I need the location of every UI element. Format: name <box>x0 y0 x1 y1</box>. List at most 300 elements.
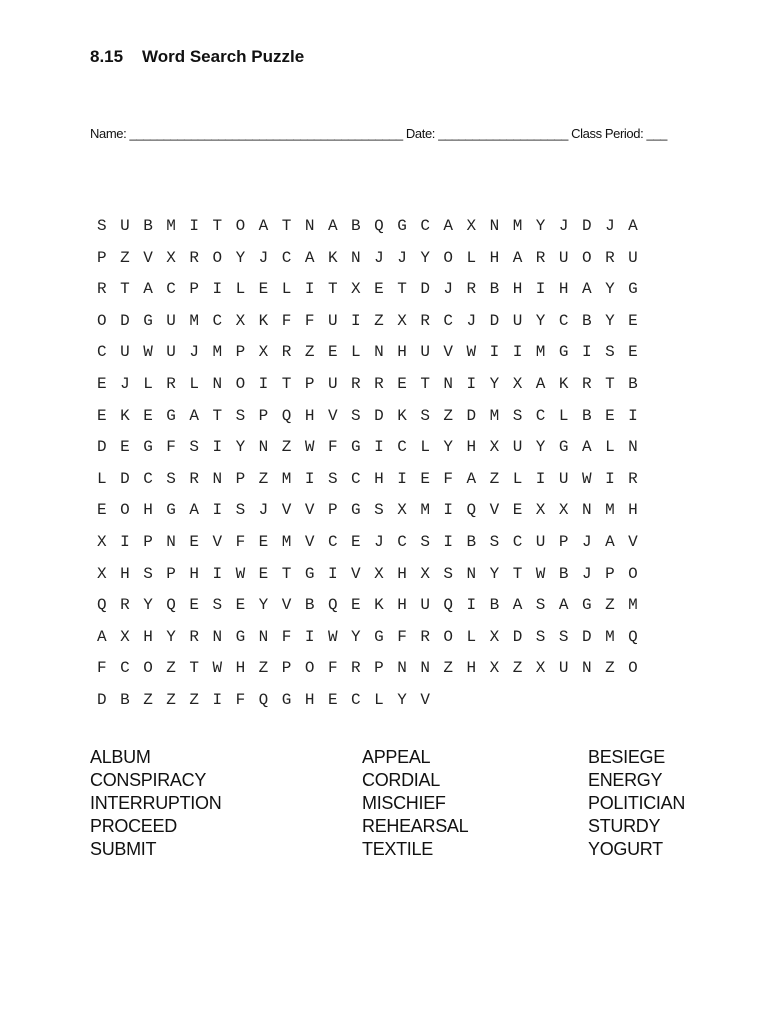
grid-letter: I <box>212 690 223 709</box>
grid-letter: G <box>281 690 292 709</box>
grid-letter: R <box>166 374 176 393</box>
grid-letter: X <box>166 248 176 267</box>
grid-letter: T <box>281 217 292 235</box>
grid-letter: L <box>97 469 107 488</box>
grid-letter: R <box>535 248 546 267</box>
grid-letter: H <box>143 627 153 646</box>
grid-letter: Y <box>258 596 269 615</box>
grid-letter: G <box>558 343 569 362</box>
grid-letter: U <box>512 438 523 457</box>
grid-letter: R <box>281 343 292 362</box>
grid-letter: U <box>535 532 546 551</box>
grid-letter: B <box>558 564 569 583</box>
grid-letter: Q <box>97 596 107 615</box>
grid-letter: L <box>466 248 477 267</box>
grid-letter: V <box>304 501 315 520</box>
grid-letter: V <box>351 564 361 583</box>
grid-letter: X <box>466 217 477 235</box>
grid-letter: S <box>189 438 199 457</box>
grid-letter: B <box>581 311 592 330</box>
grid-letter: J <box>466 311 477 330</box>
grid-letter: B <box>351 217 361 235</box>
grid-letter: S <box>420 406 430 425</box>
grid-letter: R <box>628 469 638 488</box>
grid-letter: U <box>420 343 430 362</box>
grid-letter: B <box>628 374 638 393</box>
grid-letter: R <box>97 280 107 299</box>
grid-letter: L <box>512 469 523 488</box>
grid-letter: A <box>143 280 153 299</box>
grid-letter: I <box>374 438 384 457</box>
grid-letter: F <box>327 438 338 457</box>
grid-letter: N <box>466 564 477 583</box>
grid-letter: E <box>120 438 130 457</box>
grid-letter: K <box>120 406 130 425</box>
grid-letter: F <box>97 659 107 678</box>
grid-letter: S <box>535 627 546 646</box>
grid-letter: F <box>166 438 176 457</box>
grid-letter: N <box>581 659 592 678</box>
grid-letter: D <box>581 627 592 646</box>
grid-letter: I <box>304 280 315 299</box>
grid-letter: I <box>212 438 223 457</box>
grid-letter: I <box>605 469 615 488</box>
grid-letter: V <box>143 248 153 267</box>
grid-letter: L <box>466 627 477 646</box>
grid-letter: L <box>558 406 569 425</box>
grid-letter: Z <box>304 343 315 362</box>
grid-letter: S <box>235 501 246 520</box>
grid-letter: Z <box>166 659 176 678</box>
grid-letter: Z <box>120 248 130 267</box>
grid-letter: J <box>258 501 269 520</box>
grid-letter: S <box>97 217 107 235</box>
grid-letter: C <box>120 659 130 678</box>
grid-letter: J <box>397 248 407 267</box>
grid-letter: Q <box>374 217 384 235</box>
grid-letter: Y <box>443 438 454 457</box>
grid-letter: H <box>397 343 407 362</box>
grid-letter: H <box>143 501 153 520</box>
grid-letter: K <box>397 406 407 425</box>
grid-letter: P <box>143 532 153 551</box>
grid-letter: S <box>535 596 546 615</box>
grid-letter: Q <box>443 596 454 615</box>
grid-letter: T <box>397 280 407 299</box>
grid-letter: E <box>628 311 638 330</box>
grid-letter: K <box>374 596 384 615</box>
grid-letter: V <box>489 501 500 520</box>
grid-letter: Y <box>535 217 546 235</box>
grid-letter: W <box>304 438 315 457</box>
grid-letter: A <box>512 248 523 267</box>
grid-letter: O <box>443 627 454 646</box>
grid-letter: S <box>235 406 246 425</box>
grid-letter: G <box>166 406 176 425</box>
grid-letter: B <box>120 690 130 709</box>
grid-letter: Y <box>420 248 430 267</box>
grid-letter: F <box>235 532 246 551</box>
grid-letter: G <box>397 217 407 235</box>
grid-letter: H <box>397 564 407 583</box>
grid-letter: P <box>605 564 615 583</box>
grid-letter: T <box>281 374 292 393</box>
word-list-item: PROCEED <box>90 816 177 836</box>
grid-letter: G <box>304 564 315 583</box>
grid-letter: I <box>189 217 199 235</box>
grid-letter: A <box>558 596 569 615</box>
grid-letter: C <box>397 532 407 551</box>
grid-letter: E <box>97 501 107 520</box>
grid-letter: N <box>628 438 638 457</box>
grid-letter: H <box>512 280 523 299</box>
grid-letter: Y <box>166 627 176 646</box>
grid-letter: C <box>397 438 407 457</box>
word-list-item: CORDIAL <box>362 770 440 790</box>
grid-letter: R <box>605 248 615 267</box>
grid-letter: C <box>351 469 361 488</box>
grid-letter: X <box>120 627 130 646</box>
grid-letter: C <box>420 217 430 235</box>
grid-letter: E <box>189 596 199 615</box>
grid-letter: G <box>351 438 361 457</box>
grid-letter: Y <box>605 280 615 299</box>
grid-letter: O <box>581 248 592 267</box>
grid-letter: P <box>304 374 315 393</box>
grid-letter: U <box>628 248 638 267</box>
grid-letter: O <box>97 311 107 330</box>
grid-letter: O <box>304 659 315 678</box>
grid-letter: E <box>143 406 153 425</box>
grid-letter: W <box>143 343 153 362</box>
grid-letter: T <box>327 280 338 299</box>
grid-letter: Z <box>258 659 269 678</box>
grid-letter: P <box>166 564 176 583</box>
grid-letter: N <box>212 374 223 393</box>
grid-letter: I <box>258 374 269 393</box>
grid-letter: A <box>512 596 523 615</box>
grid-letter: A <box>581 280 592 299</box>
grid-letter: R <box>581 374 592 393</box>
word-list-item: ALBUM <box>90 747 151 767</box>
grid-letter: I <box>212 501 223 520</box>
word-list-item: MISCHIEF <box>362 793 446 813</box>
word-list-item: INTERRUPTION <box>90 793 222 813</box>
grid-letter: X <box>351 280 361 299</box>
grid-letter: Q <box>281 406 292 425</box>
grid-letter: Y <box>235 248 246 267</box>
grid-letter: V <box>628 532 638 551</box>
grid-letter: I <box>628 406 638 425</box>
grid-letter: E <box>327 343 338 362</box>
grid-letter: Y <box>397 690 407 709</box>
grid-letter: Q <box>466 501 477 520</box>
word-list-column-1 <box>90 746 221 861</box>
grid-letter: X <box>558 501 569 520</box>
grid-letter: S <box>351 406 361 425</box>
grid-letter: J <box>374 248 384 267</box>
grid-letter: D <box>374 406 384 425</box>
word-list-item: SUBMIT <box>90 839 157 859</box>
grid-letter: V <box>281 596 292 615</box>
grid-letter: H <box>304 690 315 709</box>
word-list-item: YOGURT <box>588 839 663 859</box>
grid-letter: Y <box>489 374 500 393</box>
grid-letter: I <box>535 469 546 488</box>
grid-letter: I <box>304 469 315 488</box>
grid-letter: M <box>512 217 523 235</box>
grid-letter: Z <box>258 469 269 488</box>
grid-letter: J <box>605 217 615 235</box>
grid-letter: O <box>628 659 638 678</box>
grid-letter: J <box>189 343 199 362</box>
grid-letter: N <box>212 469 223 488</box>
grid-letter: R <box>189 248 199 267</box>
grid-letter: U <box>327 311 338 330</box>
grid-letter: O <box>212 248 223 267</box>
grid-letter: P <box>235 343 246 362</box>
grid-letter: V <box>327 406 338 425</box>
grid-letter: Z <box>443 406 454 425</box>
grid-letter: E <box>512 501 523 520</box>
grid-letter: X <box>489 438 500 457</box>
grid-letter: Q <box>258 690 269 709</box>
grid-letter: C <box>97 343 107 362</box>
grid-letter: V <box>304 532 315 551</box>
grid-letter: W <box>535 564 546 583</box>
page-title: 8.15 Word Search Puzzle <box>90 47 305 66</box>
grid-letter: A <box>258 217 269 235</box>
grid-letter: U <box>120 217 130 235</box>
grid-letter: R <box>351 374 361 393</box>
grid-letter: Y <box>489 564 500 583</box>
grid-letter: R <box>374 374 384 393</box>
grid-letter: I <box>351 311 361 330</box>
grid-letter: J <box>120 374 130 393</box>
grid-letter: Q <box>166 596 176 615</box>
grid-letter: O <box>235 217 246 235</box>
grid-letter: M <box>489 406 500 425</box>
grid-letter: X <box>512 374 523 393</box>
grid-letter: X <box>535 659 546 678</box>
word-list-column-3 <box>588 746 685 861</box>
grid-letter: T <box>512 564 523 583</box>
grid-letter: S <box>489 532 500 551</box>
grid-letter: E <box>258 532 269 551</box>
grid-letter: H <box>235 659 246 678</box>
grid-letter: L <box>235 280 246 299</box>
grid-letter: S <box>420 532 430 551</box>
grid-letter: Z <box>374 311 384 330</box>
grid-letter: T <box>212 217 223 235</box>
grid-letter: E <box>374 280 384 299</box>
grid-letter: B <box>581 406 592 425</box>
grid-letter: G <box>143 438 153 457</box>
word-list-item: BESIEGE <box>588 747 665 767</box>
grid-letter: M <box>605 501 615 520</box>
grid-letter: S <box>166 469 176 488</box>
word-list-item: TEXTILE <box>362 839 433 859</box>
grid-letter: H <box>374 469 384 488</box>
grid-letter: U <box>558 659 569 678</box>
grid-letter: B <box>143 217 153 235</box>
grid-letter: C <box>535 406 546 425</box>
grid-letter: N <box>420 659 430 678</box>
word-list-item: ENERGY <box>588 770 663 790</box>
grid-letter: T <box>281 564 292 583</box>
grid-letter: W <box>327 627 338 646</box>
grid-letter: T <box>420 374 430 393</box>
grid-letter: M <box>212 343 223 362</box>
grid-letter: G <box>351 501 361 520</box>
grid-letter: K <box>327 248 338 267</box>
grid-letter: P <box>189 280 199 299</box>
grid-letter: X <box>258 343 269 362</box>
grid-letter: I <box>212 280 223 299</box>
grid-letter: M <box>189 311 199 330</box>
grid-letter: M <box>166 217 176 235</box>
grid-letter: I <box>512 343 523 362</box>
grid-letter: S <box>327 469 338 488</box>
grid-letter: I <box>443 501 454 520</box>
grid-letter: E <box>258 280 269 299</box>
grid-letter: E <box>351 532 361 551</box>
grid-letter: C <box>512 532 523 551</box>
grid-letter: Z <box>443 659 454 678</box>
grid-letter: L <box>351 343 361 362</box>
grid-letter: H <box>558 280 569 299</box>
grid-letter: A <box>189 501 199 520</box>
grid-letter: A <box>466 469 477 488</box>
grid-letter: U <box>420 596 430 615</box>
grid-letter: E <box>327 690 338 709</box>
grid-letter: S <box>605 343 615 362</box>
grid-letter: S <box>443 564 454 583</box>
grid-letter: Y <box>535 438 546 457</box>
grid-letter: P <box>235 469 246 488</box>
grid-letter: F <box>304 311 315 330</box>
grid-letter: D <box>97 438 107 457</box>
grid-letter: C <box>443 311 454 330</box>
grid-letter: P <box>97 248 107 267</box>
grid-letter: U <box>120 343 130 362</box>
grid-letter: U <box>558 469 569 488</box>
grid-letter: A <box>443 217 454 235</box>
grid-letter: P <box>558 532 569 551</box>
grid-letter: T <box>605 374 615 393</box>
grid-letter: N <box>374 343 384 362</box>
grid-letter: J <box>558 217 569 235</box>
grid-letter: M <box>281 532 292 551</box>
grid-letter: D <box>581 217 592 235</box>
grid-letter: I <box>304 627 315 646</box>
grid-letter: N <box>166 532 176 551</box>
grid-letter: G <box>143 311 153 330</box>
grid-letter: D <box>120 469 130 488</box>
grid-letter: X <box>97 532 107 551</box>
grid-letter: I <box>489 343 500 362</box>
grid-letter: H <box>189 564 199 583</box>
grid-letter: W <box>235 564 246 583</box>
grid-letter: H <box>628 501 638 520</box>
word-list-item: APPEAL <box>362 747 431 767</box>
grid-letter: U <box>166 343 176 362</box>
grid-letter: D <box>420 280 430 299</box>
grid-letter: O <box>628 564 638 583</box>
grid-letter: W <box>466 343 477 362</box>
grid-letter: D <box>97 690 107 709</box>
grid-letter: F <box>281 311 292 330</box>
grid-letter: L <box>605 438 615 457</box>
grid-letter: D <box>489 311 500 330</box>
grid-letter: I <box>535 280 546 299</box>
grid-letter: H <box>466 659 477 678</box>
grid-letter: N <box>489 217 500 235</box>
grid-letter: A <box>628 217 638 235</box>
grid-letter: O <box>120 501 130 520</box>
grid-letter: P <box>327 501 338 520</box>
grid-letter: S <box>512 406 523 425</box>
grid-letter: E <box>397 374 407 393</box>
grid-letter: G <box>628 280 638 299</box>
grid-letter: L <box>420 438 430 457</box>
grid-letter: G <box>166 501 176 520</box>
grid-letter: Z <box>605 659 615 678</box>
grid-letter: N <box>581 501 592 520</box>
grid-letter: E <box>351 596 361 615</box>
grid-letter: A <box>535 374 546 393</box>
grid-letter: H <box>397 596 407 615</box>
grid-letter: K <box>258 311 269 330</box>
grid-letter: I <box>466 596 477 615</box>
grid-letter: H <box>466 438 477 457</box>
grid-letter: G <box>558 438 569 457</box>
grid-letter: C <box>166 280 176 299</box>
grid-letter: Y <box>235 438 246 457</box>
grid-letter: V <box>212 532 223 551</box>
grid-letter: D <box>512 627 523 646</box>
grid-letter: M <box>605 627 615 646</box>
grid-letter: L <box>374 690 384 709</box>
grid-letter: J <box>443 280 454 299</box>
grid-letter: I <box>466 374 477 393</box>
grid-letter: O <box>235 374 246 393</box>
grid-letter: X <box>397 501 407 520</box>
word-list-column-2 <box>362 746 468 861</box>
grid-letter: I <box>397 469 407 488</box>
grid-letter: E <box>605 406 615 425</box>
grid-letter: X <box>397 311 407 330</box>
grid-letter: I <box>327 564 338 583</box>
grid-letter: H <box>489 248 500 267</box>
grid-letter: N <box>258 627 269 646</box>
word-list-item: CONSPIRACY <box>90 770 207 790</box>
grid-letter: T <box>120 280 130 299</box>
grid-letter: N <box>443 374 454 393</box>
grid-letter: R <box>351 659 361 678</box>
grid-letter: Y <box>535 311 546 330</box>
grid-letter: I <box>120 532 130 551</box>
grid-letter: Z <box>605 596 615 615</box>
grid-letter: L <box>281 280 292 299</box>
grid-letter: O <box>143 659 153 678</box>
grid-letter: V <box>420 690 430 709</box>
word-list-item: STURDY <box>588 816 661 836</box>
grid-letter: R <box>120 596 130 615</box>
grid-letter: T <box>212 406 223 425</box>
grid-letter: C <box>281 248 292 267</box>
grid-letter: Z <box>143 690 153 709</box>
